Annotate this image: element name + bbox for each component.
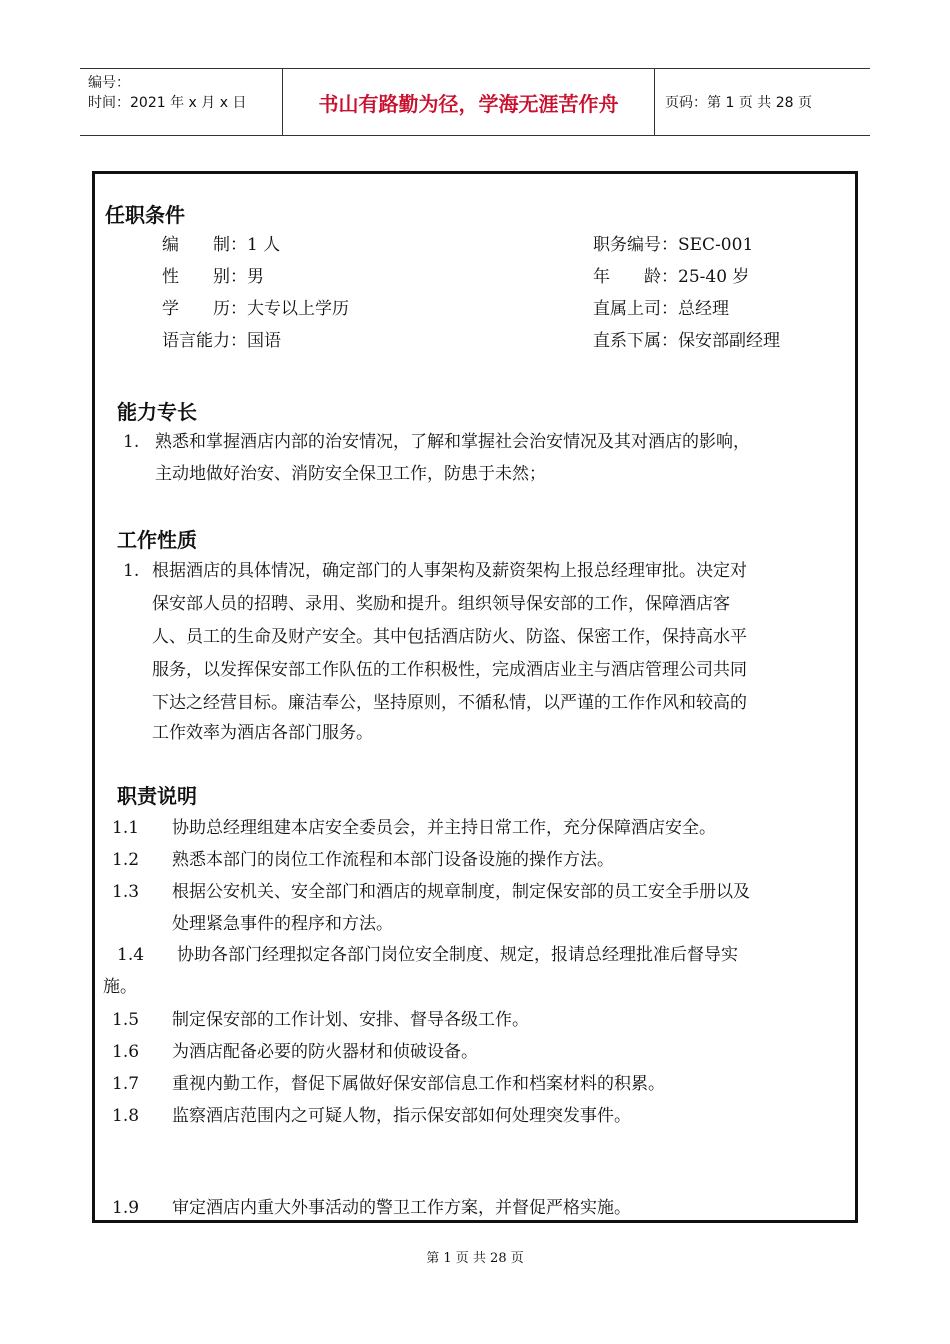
duty-text: 处理紧急事件的程序和方法。: [172, 914, 393, 934]
ability-num: 1.: [123, 432, 140, 452]
code-label: 编号：: [88, 75, 130, 91]
duty-num: 1.4: [117, 945, 145, 965]
ability-line: 主动地做好治安、消防安全保卫工作，防患于未然；: [155, 464, 546, 484]
qual-left-row: [162, 325, 281, 357]
duty-text: 施。: [103, 977, 137, 997]
qual-value: SEC-001: [678, 235, 754, 255]
time-label: 时间：2021 年 x 月 x 日: [88, 95, 247, 111]
content-box: [92, 171, 858, 1223]
qual-value: 保安部副经理: [678, 331, 780, 351]
duty-text: 监察酒店范围内之可疑人物，指示保安部如何处理突发事件。: [172, 1106, 631, 1126]
qual-label: 年 龄：: [593, 267, 678, 287]
nature-line: 下达之经营目标。廉洁奉公，坚持原则，不循私情，以严谨的工作作风和较高的: [152, 693, 747, 713]
qual-label: 直系下属：: [593, 331, 678, 351]
nature-line: 根据酒店的具体情况，确定部门的人事架构及薪资架构上报总经理审批。决定对: [152, 561, 747, 581]
qual-right-row: [593, 293, 729, 325]
qual-right-row: [593, 229, 753, 261]
nature-line: 服务，以发挥保安部工作队伍的工作积极性，完成酒店业主与酒店管理公司共同: [152, 660, 747, 680]
qual-value: 1 人: [247, 235, 281, 255]
duty-text: 协助各部门经理拟定各部门岗位安全制度、规定，报请总经理批准后督导实: [177, 945, 738, 965]
duty-num: 1.6: [112, 1042, 140, 1062]
qual-left-row: [162, 293, 349, 325]
duty-text: 为酒店配备必要的防火器材和侦破设备。: [172, 1042, 478, 1062]
qual-label: 直属上司：: [593, 299, 678, 319]
page-footer: 第 1 页 共 28 页: [426, 1251, 524, 1266]
duty-num: 1.2: [112, 850, 140, 870]
qual-left-row: [162, 229, 280, 261]
qual-value: 男: [247, 267, 264, 287]
duty-num: 1.7: [112, 1074, 140, 1094]
duty-num: 1.1: [112, 818, 140, 838]
duty-num: 1.3: [112, 882, 140, 902]
duty-num: 1.5: [112, 1010, 140, 1030]
duty-num: 1.8: [112, 1106, 140, 1126]
header-motto: 书山有路勤为径，学海无涯苦作舟: [283, 69, 655, 135]
abilities-title: 能力专长: [117, 400, 197, 424]
page-header: [80, 68, 870, 136]
qual-right-row: [593, 325, 780, 357]
qual-label: 性 别：: [162, 267, 247, 287]
qual-value: 国语: [247, 331, 281, 351]
duty-text: 重视内勤工作，督促下属做好保安部信息工作和档案材料的积累。: [172, 1074, 665, 1094]
qual-value: 总经理: [678, 299, 729, 319]
ability-line: 熟悉和掌握酒店内部的治安情况，了解和掌握社会治安情况及其对酒店的影响，: [155, 432, 750, 452]
duties-title: 职责说明: [117, 784, 197, 808]
qualifications-title: 任职条件: [105, 203, 185, 227]
qual-value: 大专以上学历: [247, 299, 349, 319]
qual-right-row: [593, 261, 749, 293]
qual-label: 编 制：: [162, 235, 247, 255]
nature-num: 1.: [123, 561, 140, 581]
qual-label: 职务编号：: [593, 235, 678, 255]
nature-line: 人、员工的生命及财产安全。其中包括酒店防火、防盗、保密工作，保持高水平: [152, 627, 747, 647]
duty-text: 制定保安部的工作计划、安排、督导各级工作。: [172, 1010, 529, 1030]
nature-title: 工作性质: [117, 528, 197, 552]
duty-text: 协助总经理组建本店安全委员会，并主持日常工作，充分保障酒店安全。: [172, 818, 716, 838]
qual-label: 学 历：: [162, 299, 247, 319]
header-left: [80, 69, 283, 135]
duty-text: 根据公安机关、安全部门和酒店的规章制度，制定保安部的员工安全手册以及: [172, 882, 750, 902]
nature-line: 工作效率为酒店各部门服务。: [152, 723, 373, 743]
duty-num: 1.9: [112, 1198, 140, 1218]
duty-text: 审定酒店内重大外事活动的警卫工作方案，并督促严格实施。: [172, 1198, 631, 1218]
qual-left-row: [162, 261, 264, 293]
header-page-info: 页码：第 1 页 共 28 页: [665, 95, 812, 111]
qual-value: 25-40 岁: [678, 267, 750, 287]
nature-line: 保安部人员的招聘、录用、奖励和提升。组织领导保安部的工作，保障酒店客: [152, 594, 730, 614]
duty-text: 熟悉本部门的岗位工作流程和本部门设备设施的操作方法。: [172, 850, 614, 870]
qual-label: 语言能力：: [162, 331, 247, 351]
